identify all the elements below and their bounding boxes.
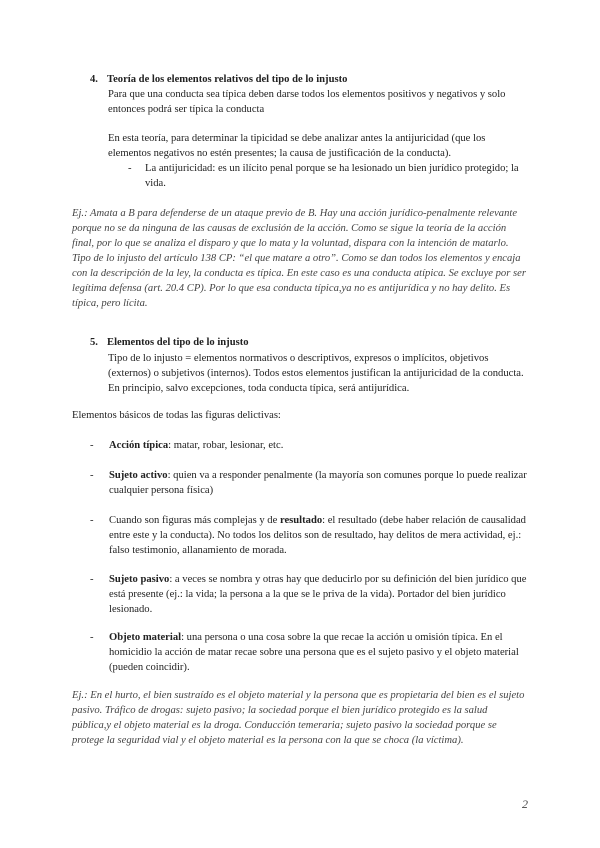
list-item-desc: : el resultado (debe haber relación de causalidad entre este y la conducta). No todos los delitos son de resultado, hay delitos de mera actividad, ej.: falso testimonio, allanamiento de morada. — [109, 515, 526, 556]
list-item-term: resultado — [279, 515, 323, 526]
list-item-term: Objeto material — [109, 632, 182, 643]
bullet-dash: - — [128, 163, 132, 174]
list-item — [90, 513, 530, 558]
list-item — [90, 468, 530, 498]
list-item-text — [109, 572, 530, 617]
list-item-text — [109, 468, 530, 498]
bullet-dash: - — [90, 632, 94, 643]
bullet-dash: - — [90, 574, 94, 585]
list-item — [90, 630, 530, 675]
list-item-term: Acción típica — [109, 440, 169, 451]
section-5-heading — [90, 335, 530, 350]
section-5-title: Elementos del tipo de lo injusto — [107, 337, 249, 348]
section-5-example: Ej.: En el hurto, el bien sustraído es el objeto material y la persona que es propietaria del bien es el sujeto pasivo. Tráfico de drogas: sujeto pasivo; la sociedad porque el bien jurídico protegido es la salud pública,y el objeto material es la droga. Conducción temeraria; sujeto pasivo la sociedad porque se protege la seguridad vial y el objeto material es la persona con la que se choca (la víctima). — [72, 690, 525, 746]
list-item-text — [109, 438, 530, 453]
basic-elements-label: Elementos básicos de todas las figuras delictivas: — [72, 410, 281, 421]
section-5-number: 5. — [90, 337, 98, 348]
list-item-desc: : quien va a responder penalmente (la mayoría son comunes porque lo puede realizar cualquier persona física) — [109, 470, 527, 496]
list-item-desc: : a veces se nombra y otras hay que deducirlo por su definición del bien jurídico que está presente (ej.: la vida; la persona a la que se le priva de la vida). Portador del bien jurídico lesionado. — [109, 574, 527, 615]
bullet-dash: - — [90, 440, 94, 451]
section-4-heading — [90, 72, 530, 87]
bullet-dash: - — [90, 470, 94, 481]
list-item-term: Sujeto pasivo — [109, 574, 170, 585]
list-item-desc: : una persona o una cosa sobre la que recae la acción u omisión típica. En el homicidio la acción de matar recae sobre una persona que es el sujeto pasivo y el objeto material (pueden coincidir). — [109, 632, 519, 673]
list-item-desc: : matar, robar, lesionar, etc. — [168, 440, 284, 451]
list-item — [90, 572, 530, 617]
page-number: 2 — [522, 797, 528, 811]
section-4-title: Teoría de los elementos relativos del tipo de lo injusto — [107, 74, 348, 85]
list-item-pre: Cuando son figuras más complejas y de — [109, 515, 280, 526]
list-item — [90, 438, 530, 453]
section-4-number: 4. — [90, 74, 98, 85]
list-item-text — [109, 630, 530, 675]
section-4-intro: Para que una conducta sea típica deben darse todos los elementos positivos y negativos y solo entonces podrá ser típica la conducta — [108, 89, 506, 115]
list-item-term: Sujeto activo — [109, 470, 168, 481]
section-4-bullet — [128, 161, 528, 191]
section-4-example: Ej.: Amata a B para defenderse de un ataque previo de B. Hay una acción jurídico-penalmente relevante porque no se da ninguna de las causas de exclusión de la acción. Como se sigue la teoría de la acción final, por lo que se analiza el disparo y que lo mata y la voluntad, dispara con la intención de matarlo. Tipo de lo injusto del artículo 138 CP: “el que matare a otro”. Como se dan todos los elementos y encaja con la descripción de la ley, la conducta es típica. En este caso es una conducta atípica. Se excluye por ser legítima defensa (art. 20.4 CP). Por lo que esa conducta típica,ya no es antijurídica y no hay delito. Es típica, pero lícita. — [72, 208, 526, 309]
section-4-bullet-text: La antijuricidad: es un ilícito penal porque se ha lesionado un bien jurídico protegido; la vida. — [145, 163, 519, 189]
section-5-intro: Tipo de lo injusto = elementos normativos o descriptivos, expresos o implícitos, objetivos (externos) o subjetivos (internos). Todos estos elementos justifican la antijuricidad de la conducta. En principio, salvo excepciones, toda conducta típica, será antijurídica. — [108, 353, 524, 394]
section-4-paragraph: En esta teoría, para determinar la tipicidad se debe analizar antes la antijuricidad (que los elementos negativos no estén presentes; la causa de justificación de la conducta). — [108, 133, 486, 159]
list-item-text — [109, 513, 530, 558]
bullet-dash: - — [90, 515, 94, 526]
